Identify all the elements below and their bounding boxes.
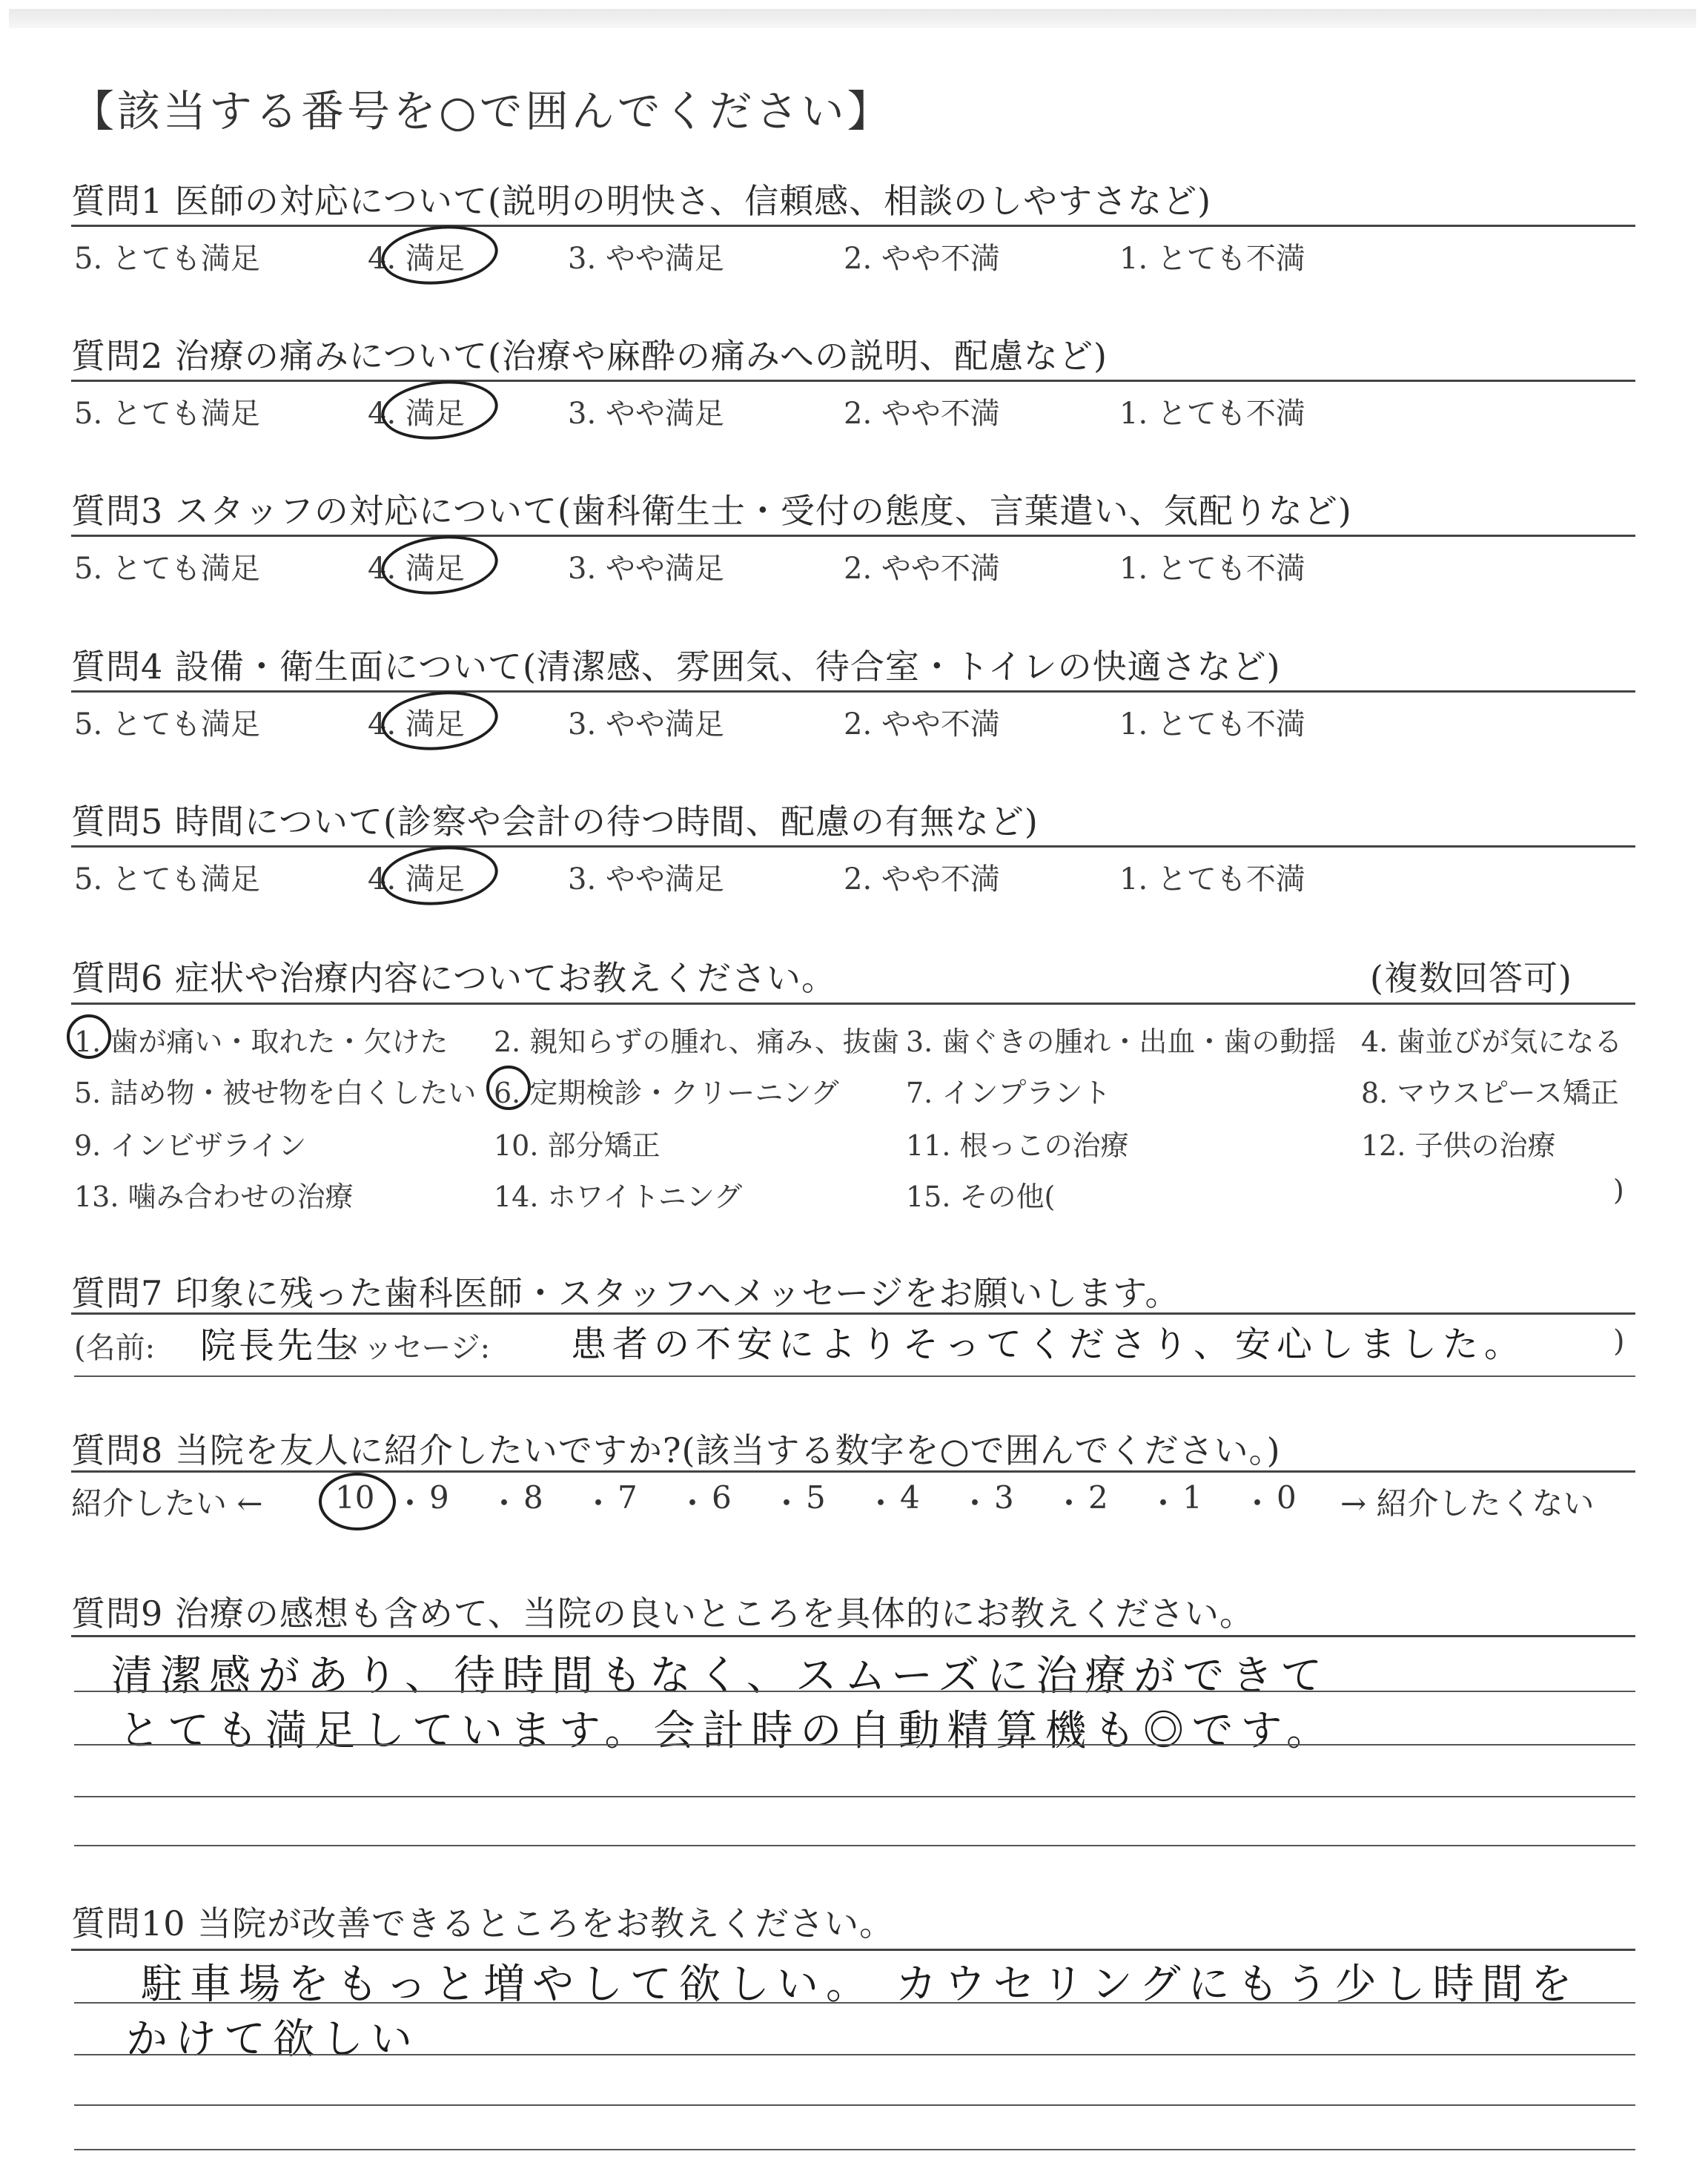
q10-answer-line-2: かけて欲しい bbox=[126, 2015, 420, 2064]
question-2-heading: 質問2 治療の痛みについて(治療や麻酔の痛みへの説明、配慮など) bbox=[71, 336, 1108, 376]
q7-message-value: 患者の不安によりそってくださり、安心しました。 bbox=[571, 1324, 1526, 1365]
nps-value: 9 bbox=[429, 1479, 449, 1516]
question-3-rule bbox=[71, 535, 1635, 537]
q9-answer-line-1: 清潔感があり、待時間もなく、スムーズに治療ができて bbox=[111, 1652, 1330, 1700]
q6-option: 15. その他( bbox=[906, 1180, 1056, 1213]
question-2-answer-circle bbox=[378, 375, 500, 445]
page-header: 【該当する番号を○で囲んでください】 bbox=[71, 86, 893, 136]
q6-option: 2. 親知らずの腫れ、痛み、抜歯 bbox=[494, 1025, 899, 1058]
nps-value: 2 bbox=[1088, 1479, 1108, 1516]
question-4-option: 2. やや不満 bbox=[844, 707, 1000, 742]
q6-option: 3. 歯ぐきの腫れ・出血・歯の動揺 bbox=[906, 1025, 1337, 1058]
q10-line-1 bbox=[74, 2002, 1635, 2004]
q6-option: 13. 噛み合わせの治療 bbox=[74, 1180, 354, 1213]
nps-separator-dot: ・ bbox=[959, 1485, 991, 1522]
q6-option: 10. 部分矯正 bbox=[494, 1129, 661, 1162]
question-5-option: 5. とても満足 bbox=[74, 862, 260, 896]
question-1-option: 4. 満足 bbox=[368, 242, 465, 276]
question-3-option: 4. 満足 bbox=[368, 552, 465, 586]
nps-value: 6 bbox=[712, 1479, 732, 1516]
question-4-rule bbox=[71, 690, 1635, 693]
question-5-rule bbox=[71, 845, 1635, 848]
question-4-answer-circle bbox=[378, 686, 500, 756]
q7-rule bbox=[71, 1312, 1635, 1315]
question-5-option: 2. やや不満 bbox=[844, 862, 1000, 896]
q10-rule bbox=[71, 1949, 1635, 1951]
nps-separator-dot: ・ bbox=[677, 1485, 709, 1522]
nps-separator-dot: ・ bbox=[1148, 1485, 1179, 1522]
question-2-option: 3. やや満足 bbox=[568, 397, 724, 431]
q10-line-2 bbox=[74, 2054, 1635, 2055]
question-3-answer-circle bbox=[378, 530, 500, 600]
q9-heading: 質問9 治療の感想も含めて、当院の良いところを具体的にお教えください。 bbox=[71, 1593, 1254, 1634]
q10-line-4 bbox=[74, 2149, 1635, 2150]
nps-value: 8 bbox=[523, 1479, 543, 1516]
question-2-option: 2. やや不満 bbox=[844, 397, 1000, 431]
scan-top-edge bbox=[9, 9, 1696, 28]
nps-separator-dot: ・ bbox=[865, 1485, 897, 1522]
q7-close-paren: ) bbox=[1613, 1324, 1625, 1358]
q6-answer-circle bbox=[486, 1066, 531, 1110]
question-3-heading: 質問3 スタッフの対応について(歯科衛生士・受付の態度、言葉遣い、気配りなど) bbox=[71, 491, 1352, 531]
q6-option: 9. インビザライン bbox=[74, 1129, 307, 1162]
q6-heading: 質問6 症状や治療内容についてお教えください。 bbox=[71, 958, 836, 998]
question-4-option: 1. とても不満 bbox=[1119, 707, 1305, 742]
question-2-option: 1. とても不満 bbox=[1119, 397, 1305, 431]
nps-value: 1 bbox=[1182, 1479, 1202, 1516]
nps-separator-dot: ・ bbox=[489, 1485, 520, 1522]
q8-rule bbox=[71, 1470, 1635, 1473]
q7-heading: 質問7 印象に残った歯科医師・スタッフへメッセージをお願いします。 bbox=[71, 1273, 1180, 1313]
nps-value: 5 bbox=[806, 1479, 826, 1516]
question-1-answer-circle bbox=[378, 220, 500, 290]
q9-line-3 bbox=[74, 1796, 1635, 1797]
question-4-option: 3. やや満足 bbox=[568, 707, 724, 742]
nps-value: 0 bbox=[1277, 1479, 1297, 1516]
q10-heading: 質問10 当院が改善できるところをお教えください。 bbox=[71, 1903, 895, 1943]
q9-line-4 bbox=[74, 1845, 1635, 1846]
question-4-option: 5. とても満足 bbox=[74, 707, 260, 742]
nps-value: 7 bbox=[618, 1479, 638, 1516]
q6-option: 6. 定期検診・クリーニング bbox=[494, 1077, 839, 1109]
question-5-option: 4. 満足 bbox=[368, 862, 465, 896]
q8-heading: 質問8 当院を友人に紹介したいですか?(該当する数字を○で囲んでください。) bbox=[71, 1430, 1281, 1470]
nps-answer-circle bbox=[319, 1473, 396, 1530]
question-5-option: 3. やや満足 bbox=[568, 862, 724, 896]
nps-separator-dot: ・ bbox=[1053, 1485, 1085, 1522]
q6-answer-circle bbox=[67, 1014, 111, 1059]
question-3-option: 1. とても不満 bbox=[1119, 552, 1305, 586]
nps-value: 3 bbox=[994, 1479, 1014, 1516]
question-1-heading: 質問1 医師の対応について(説明の明快さ、信頼感、相談のしやすさなど) bbox=[71, 181, 1212, 221]
question-3-option: 3. やや満足 bbox=[568, 552, 724, 586]
nps-separator-dot: ・ bbox=[771, 1485, 803, 1522]
question-5-answer-circle bbox=[378, 841, 500, 911]
q6-option: 4. 歯並びが気になる bbox=[1361, 1025, 1623, 1058]
question-2-rule bbox=[71, 380, 1635, 382]
nps-separator-dot: ・ bbox=[583, 1485, 615, 1522]
q10-line-3 bbox=[74, 2104, 1635, 2106]
q6-option: 7. インプラント bbox=[906, 1077, 1111, 1109]
question-5-option: 1. とても不満 bbox=[1119, 862, 1305, 896]
q7-name-label: (名前: bbox=[74, 1331, 156, 1365]
question-2-option: 5. とても満足 bbox=[74, 397, 260, 431]
q6-option: 11. 根っこの治療 bbox=[906, 1129, 1129, 1162]
q9-rule bbox=[71, 1635, 1635, 1637]
q10-answer-line-1: 駐車場をもっと増やして欲しい。 カウセリングにもう少し時間を bbox=[141, 1961, 1580, 2009]
nps-separator-dot: ・ bbox=[394, 1485, 426, 1522]
question-1-option: 1. とても不満 bbox=[1119, 242, 1305, 276]
q6-rule bbox=[71, 1003, 1635, 1005]
nps-separator-dot: ・ bbox=[1242, 1485, 1274, 1522]
question-5-heading: 質問5 時間について(診察や会計の待つ時間、配慮の有無など) bbox=[71, 802, 1039, 842]
question-3-option: 5. とても満足 bbox=[74, 552, 260, 586]
question-2-option: 4. 満足 bbox=[368, 397, 465, 431]
question-1-option: 5. とても満足 bbox=[74, 242, 260, 276]
q9-answer-line-2: とても満足しています。会計時の自動精算機も◎です。 bbox=[119, 1707, 1336, 1755]
q6-multiple-note: (複数回答可) bbox=[1370, 958, 1572, 998]
q6-option: 14. ホワイトニング bbox=[494, 1180, 743, 1213]
nps-left-label: 紹介したい ← bbox=[71, 1485, 263, 1522]
q9-line-2 bbox=[74, 1744, 1635, 1745]
question-1-option: 2. やや不満 bbox=[844, 242, 1000, 276]
q7-name-value: 院長先生 bbox=[200, 1325, 355, 1367]
q7-message-label: メッセージ: bbox=[334, 1331, 491, 1365]
question-3-option: 2. やや不満 bbox=[844, 552, 1000, 586]
q7-underline bbox=[74, 1375, 1635, 1377]
q6-option: 1. 歯が痛い・取れた・欠けた bbox=[74, 1025, 448, 1058]
q6-option: 12. 子供の治療 bbox=[1361, 1129, 1556, 1162]
nps-value: 4 bbox=[900, 1479, 920, 1516]
q6-option: 8. マウスピース矯正 bbox=[1361, 1077, 1619, 1109]
question-1-option: 3. やや満足 bbox=[568, 242, 724, 276]
nps-value: 10 bbox=[335, 1479, 375, 1516]
nps-right-label: → 紹介したくない bbox=[1340, 1485, 1595, 1522]
q6-option: ) bbox=[1613, 1174, 1624, 1206]
question-4-heading: 質問4 設備・衛生面について(清潔感、雰囲気、待合室・トイレの快適さなど) bbox=[71, 647, 1281, 687]
question-4-option: 4. 満足 bbox=[368, 707, 465, 742]
question-1-rule bbox=[71, 225, 1635, 227]
q9-line-1 bbox=[74, 1691, 1635, 1692]
q6-option: 5. 詰め物・被せ物を白くしたい bbox=[74, 1077, 477, 1109]
